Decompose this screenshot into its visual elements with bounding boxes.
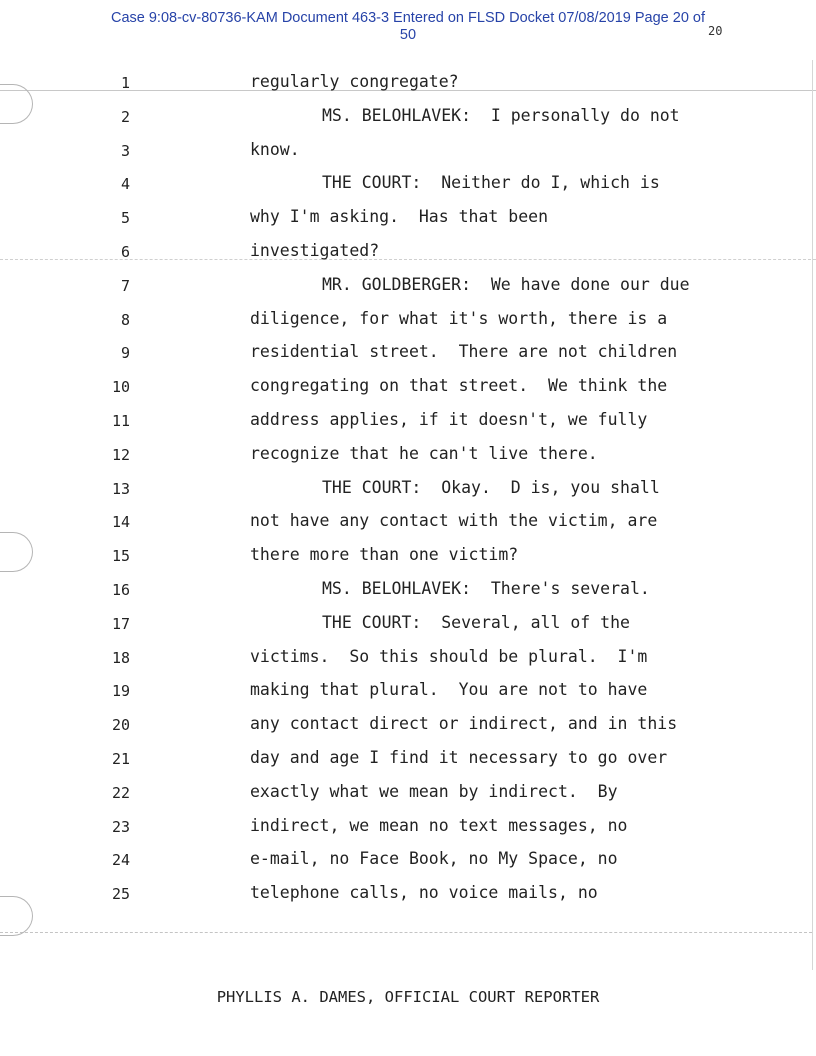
line-text: diligence, for what it's worth, there is a xyxy=(250,308,668,328)
transcript-line xyxy=(0,647,816,675)
line-text: why I'm asking. Has that been xyxy=(250,207,549,227)
line-text: e-mail, no Face Book, no My Space, no xyxy=(250,849,618,869)
line-text: there more than one victim? xyxy=(250,545,519,565)
transcript-line xyxy=(0,478,816,506)
line-number: 12 xyxy=(111,445,130,464)
line-number: 6 xyxy=(120,243,130,261)
line-text: victims. So this should be plural. I'm xyxy=(250,646,648,666)
transcript-line xyxy=(0,173,816,201)
transcript-line xyxy=(0,106,816,134)
line-text: investigated? xyxy=(250,241,380,260)
line-number: 11 xyxy=(111,412,130,430)
line-number: 21 xyxy=(111,750,130,768)
line-text: any contact direct or indirect, and in this xyxy=(250,714,678,734)
line-number: 14 xyxy=(111,513,130,532)
transcript-line xyxy=(0,342,816,370)
line-text: THE COURT: Several, all of the xyxy=(322,612,630,632)
line-number: 7 xyxy=(120,276,130,295)
line-number: 10 xyxy=(111,378,130,397)
line-number: 25 xyxy=(111,885,130,904)
docket-header xyxy=(0,10,816,44)
line-text: congregating on that street. We think the xyxy=(250,376,668,396)
line-number: 23 xyxy=(111,817,130,836)
transcript-line xyxy=(0,613,816,641)
transcript-line xyxy=(0,579,816,607)
transcript-line xyxy=(0,207,816,235)
line-number: 20 xyxy=(111,716,130,735)
transcript-line xyxy=(0,714,816,742)
docket-header-line1: Case 9:08-cv-80736-KAM Document 463-3 Entered on FLSD Docket 07/08/2019 Page 20 of xyxy=(110,10,706,26)
line-text: day and age I find it necessary to go over xyxy=(250,748,668,767)
line-text: regularly congregate? xyxy=(250,72,459,91)
line-text: know. xyxy=(250,139,300,159)
transcript-line xyxy=(0,309,816,337)
line-text: MR. GOLDBERGER: We have done our due xyxy=(322,274,690,294)
transcript-line xyxy=(0,680,816,708)
line-number: 1 xyxy=(120,74,130,92)
line-text: THE COURT: Okay. D is, you shall xyxy=(322,477,660,497)
line-text: not have any contact with the victim, are xyxy=(250,511,658,531)
transcript-line xyxy=(0,883,816,911)
bottom-scan-rule xyxy=(0,932,812,933)
line-text: THE COURT: Neither do I, which is xyxy=(322,173,660,193)
transcript-line xyxy=(0,410,816,438)
line-text: exactly what we mean by indirect. By xyxy=(250,781,618,801)
line-text: residential street. There are not children xyxy=(250,342,678,362)
transcript-line xyxy=(0,511,816,539)
line-number: 24 xyxy=(111,851,130,870)
line-text: recognize that he can't live there. xyxy=(250,443,598,463)
line-text: MS. BELOHLAVEK: I personally do not xyxy=(322,105,680,125)
line-number: 19 xyxy=(111,682,130,701)
line-number: 9 xyxy=(120,344,130,363)
transcript-line xyxy=(0,782,816,810)
line-number: 4 xyxy=(120,175,130,194)
line-number: 3 xyxy=(120,141,130,160)
line-number: 15 xyxy=(111,547,130,566)
transcript-line xyxy=(0,72,816,100)
transcript-line xyxy=(0,444,816,472)
line-number: 2 xyxy=(120,107,130,126)
transcript-line xyxy=(0,275,816,303)
transcript-line xyxy=(0,376,816,404)
transcript-line xyxy=(0,816,816,844)
transcript-line xyxy=(0,545,816,573)
transcript-page-number: 20 xyxy=(708,24,723,38)
line-number: 22 xyxy=(111,783,130,802)
line-text: indirect, we mean no text messages, no xyxy=(250,815,628,835)
line-number: 5 xyxy=(120,209,130,228)
court-reporter-footer: PHYLLIS A. DAMES, OFFICIAL COURT REPORTER xyxy=(216,988,600,1006)
transcript-line xyxy=(0,241,816,269)
line-text: telephone calls, no voice mails, no xyxy=(250,883,598,903)
line-number: 13 xyxy=(111,479,130,498)
line-number: 8 xyxy=(120,310,130,329)
transcript-line xyxy=(0,140,816,168)
docket-header-line2: 50 xyxy=(399,27,417,43)
line-text: address applies, if it doesn't, we fully xyxy=(250,410,648,429)
line-text: making that plural. You are not to have xyxy=(250,680,648,700)
line-number: 16 xyxy=(111,581,130,599)
line-number: 17 xyxy=(111,614,130,633)
line-text: MS. BELOHLAVEK: There's several. xyxy=(322,579,650,598)
transcript-line xyxy=(0,748,816,776)
line-number: 18 xyxy=(111,648,130,667)
transcript-line xyxy=(0,849,816,877)
